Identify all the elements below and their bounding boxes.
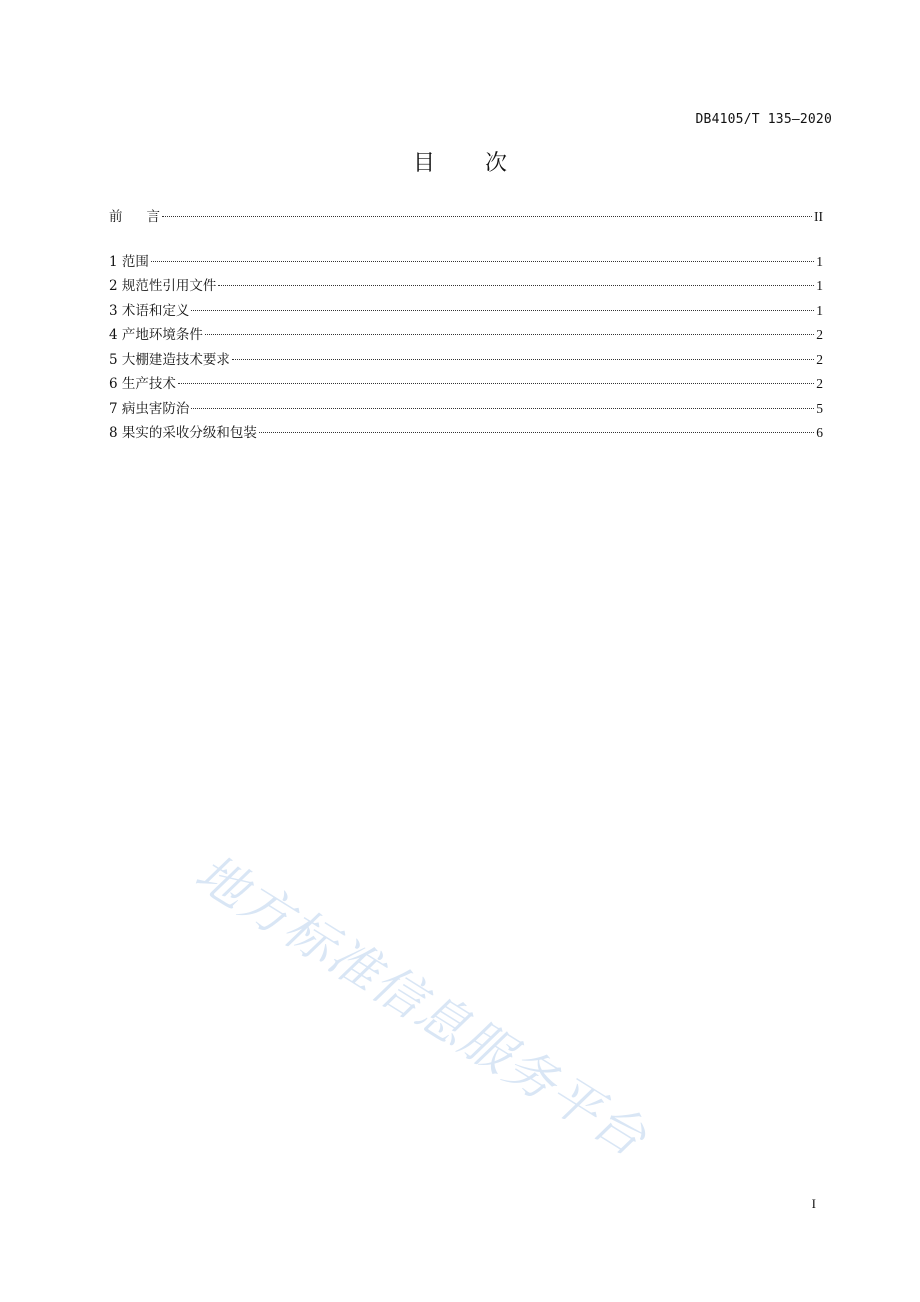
title-char-1: 目 — [412, 151, 435, 176]
toc-dot-leader — [205, 334, 814, 335]
toc-entry-label: 6 生产技术 — [109, 376, 176, 392]
table-of-contents — [109, 205, 823, 446]
toc-entry-page: 1 — [816, 253, 823, 269]
toc-dot-leader — [218, 285, 814, 286]
toc-entry-page: 2 — [816, 376, 823, 391]
title-char-2: 次 — [485, 151, 508, 176]
toc-entry-preface[interactable] — [109, 205, 823, 230]
toc-entry-label: 8 果实的采收分级和包装 — [109, 425, 257, 441]
toc-entry-label: 1 范围 — [109, 253, 149, 270]
toc-entry-label — [109, 205, 160, 230]
toc-entry-label: 2 规范性引用文件 — [109, 278, 217, 294]
toc-entry-harvest-packaging[interactable] — [109, 421, 823, 446]
preface-label-b: 言 — [146, 209, 160, 225]
toc-entry-page: 5 — [816, 400, 823, 416]
toc-entry-page: 1 — [816, 302, 823, 318]
toc-entry-terms-definitions[interactable] — [109, 299, 823, 324]
toc-dot-leader — [259, 432, 814, 433]
toc-entry-page: 6 — [816, 425, 823, 440]
document-code: DB4105/T 135—2020 — [695, 112, 832, 127]
toc-entry-page: 2 — [816, 351, 823, 367]
toc-entry-label: 4 产地环境条件 — [109, 327, 203, 343]
page-number: I — [811, 1196, 816, 1211]
toc-dot-leader — [191, 310, 814, 311]
toc-entry-label: 7 病虫害防治 — [109, 400, 190, 417]
toc-dot-leader — [151, 261, 814, 262]
toc-dot-leader — [232, 359, 814, 360]
page-title — [0, 146, 920, 177]
toc-entry-page: II — [814, 209, 823, 224]
toc-entry-greenhouse[interactable] — [109, 348, 823, 373]
watermark-text: 地方标准信息服务平台 — [185, 843, 658, 1169]
toc-entry-page: 2 — [816, 327, 823, 342]
toc-entry-label: 3 术语和定义 — [109, 302, 190, 319]
toc-entry-pest-control[interactable] — [109, 397, 823, 422]
toc-entry-production[interactable] — [109, 372, 823, 397]
toc-dot-leader — [191, 408, 814, 409]
toc-entry-label: 5 大棚建造技术要求 — [109, 351, 230, 368]
preface-label-a: 前 — [109, 209, 147, 225]
toc-dot-leader — [178, 383, 814, 384]
toc-entry-environment[interactable] — [109, 323, 823, 348]
toc-entry-scope[interactable] — [109, 250, 823, 275]
toc-entry-normative-references[interactable] — [109, 274, 823, 299]
toc-dot-leader — [162, 216, 812, 217]
toc-entry-page: 1 — [816, 278, 823, 293]
